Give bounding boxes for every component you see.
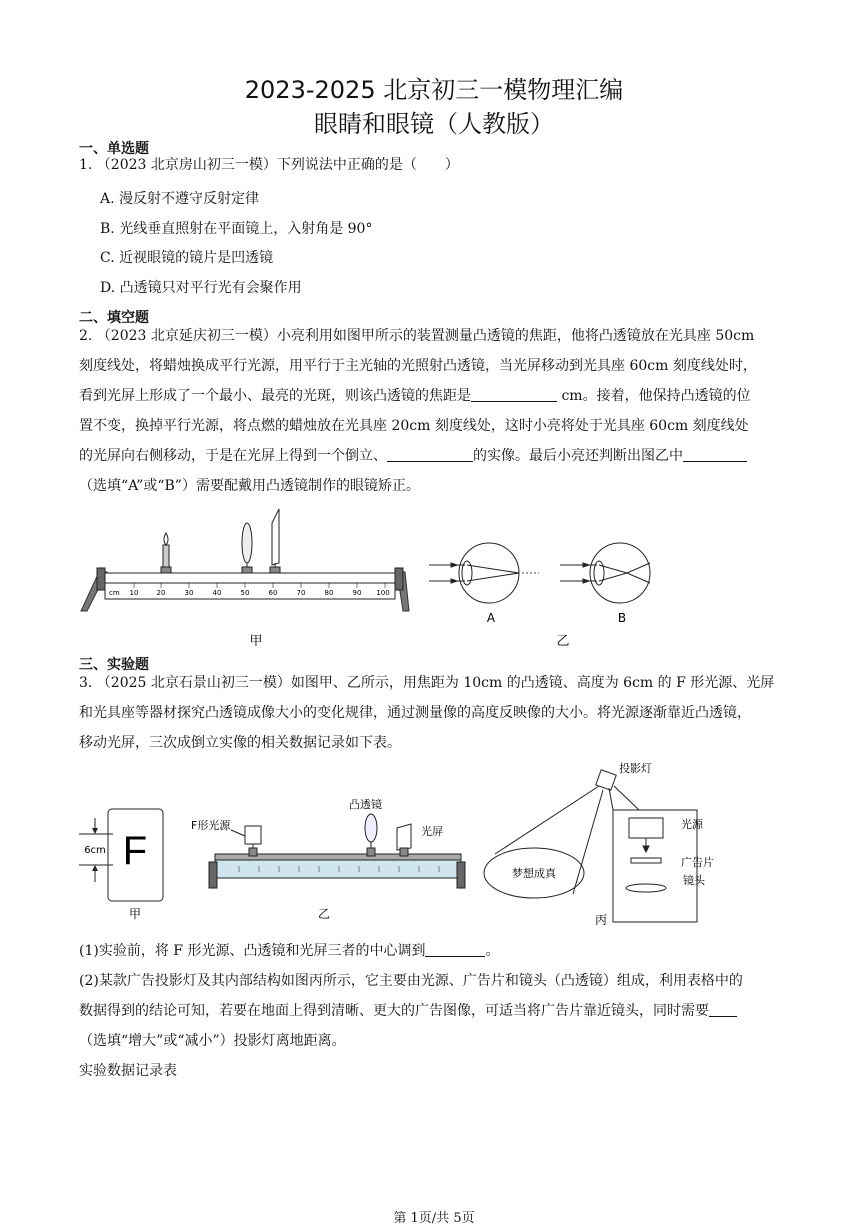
projected-image-text: 梦想成真 <box>512 867 556 880</box>
q3-figure <box>79 758 799 933</box>
label-screen: 光屏 <box>421 825 443 838</box>
q2-line3 <box>79 386 751 406</box>
q3-line1: 3. （2025 北京石景山初三一模）如图甲、乙所示，用焦距为 10cm 的凸透镜、高度为 6cm 的 F 形光源、光屏 <box>79 675 775 691</box>
q3-line2: 和光具座等器材探究凸透镜成像大小的变化规律，通过测量像的高度反映像的大小。将光源逐渐靠近凸透镜， <box>79 705 751 721</box>
q2-blank-focal[interactable] <box>471 387 557 402</box>
fig-label-a: A <box>486 611 496 625</box>
q3-part1-a: (1)实验前，将 F 形光源、凸透镜和光屏三者的中心调到 <box>79 943 426 959</box>
q2-line3-a: 看到光屏上形成了一个最小、最亮的光斑，则该凸透镜的焦距是 <box>79 388 471 404</box>
q1-option-c: C. 近视眼镜的镜片是凹透镜 <box>100 250 274 266</box>
fig-label-jia: 甲 <box>249 634 263 649</box>
f-letter: F <box>122 829 148 873</box>
doc-title-line2: 眼睛和眼镜（人教版） <box>314 110 554 138</box>
q3-blank-center[interactable] <box>425 942 485 957</box>
q1-option-a: A. 漫反射不遵守反射定律 <box>100 191 260 207</box>
label-light-source: 光源 <box>681 818 703 831</box>
doc-title-line1: 2023-2025 北京初三一模物理汇编 <box>244 76 624 104</box>
label-ad-film: 广告片 <box>681 856 714 869</box>
q3-part1-b: 。 <box>485 943 500 959</box>
q3-line3: 移动光屏，三次成倒立实像的相关数据记录如下表。 <box>79 735 401 751</box>
q3-part2-line2 <box>79 1001 737 1021</box>
label-lens: 凸透镜 <box>349 798 382 811</box>
section-fill-blank: 二、填空题 <box>79 310 149 326</box>
bench-tick-label: 90 <box>352 589 362 597</box>
q2-figure <box>79 505 799 655</box>
bench-tick-label: 60 <box>268 589 278 597</box>
optical-bench-2 <box>209 854 465 888</box>
section-single-choice: 一、单选题 <box>79 141 149 157</box>
q3-part1 <box>79 941 499 961</box>
f-source-holder <box>245 826 261 856</box>
q2-line3-b: cm。接着，他保持凸透镜的位 <box>557 388 751 404</box>
eye-b-diagram <box>560 543 650 603</box>
convex-lens-icon <box>365 814 377 856</box>
q2-line1: 2. （2023 北京延庆初三一模）小亮利用如图甲所示的装置测量凸透镜的焦距，他将凸透镜放在光具座 50cm <box>79 328 755 344</box>
page-footer: 第 1页/共 5页 <box>393 1211 475 1226</box>
q2-line5-a: 的光屏向右侧移动，于是在光屏上得到一个倒立、 <box>79 448 387 464</box>
bench-tick-label: 100 <box>376 589 390 597</box>
q2-line2: 刻度线处，将蜡烛换成平行光源，用平行于主光轴的光照射凸透镜，当光屏移动到光具座 60cm 刻度线处时， <box>79 358 757 374</box>
q3-blank-distance[interactable] <box>709 1002 737 1017</box>
q2-blank-image[interactable] <box>387 447 473 462</box>
q2-line5-b: 的实像。最后小亮还判断出图乙中 <box>473 448 683 464</box>
bench-tick-label: 80 <box>324 589 334 597</box>
height-label: 6cm <box>84 845 106 856</box>
q3-part2-line3: （选填“增大”或“减小”）投影灯离地距离。 <box>79 1033 346 1049</box>
q1-option-b: B. 光线垂直照射在平面镜上，入射角是 90° <box>100 221 373 237</box>
table-caption: 实验数据记录表 <box>79 1063 177 1079</box>
light-screen-icon <box>397 824 411 856</box>
fig-label-yi-3: 乙 <box>317 907 331 921</box>
bench-tick-label: 10 <box>129 589 139 597</box>
fig-label-jia-3: 甲 <box>128 907 142 921</box>
bench-tick-label: 20 <box>156 589 166 597</box>
bench-tick-label: 70 <box>296 589 306 597</box>
bench-tick-label: 40 <box>212 589 222 597</box>
q3-part2-line1: (2)某款广告投影灯及其内部结构如图丙所示，它主要由光源、广告片和镜头（凸透镜）组成，利用表格中的 <box>79 973 743 989</box>
q1-option-d: D. 凸透镜只对平行光有会聚作用 <box>100 280 302 296</box>
convex-lens-icon <box>242 523 252 573</box>
optical-bench <box>81 568 409 611</box>
label-projector: 投影灯 <box>619 762 652 775</box>
bench-unit: cm <box>109 589 120 597</box>
bench-tick-label: 50 <box>240 589 250 597</box>
q2-blank-eye[interactable] <box>683 447 747 462</box>
eye-a-diagram <box>429 543 539 603</box>
fig-label-b: B <box>617 611 627 625</box>
light-screen-icon <box>270 509 280 573</box>
label-f-source: F形光源 <box>191 819 231 832</box>
q2-line4: 置不变，换掉平行光源，将点燃的蜡烛放在光具座 20cm 刻度线处，这时小亮将处于光具座 60cm 刻度线处 <box>79 418 749 434</box>
q2-line6: （选填“A”或“B”）需要配戴用凸透镜制作的眼镜矫正。 <box>79 478 420 494</box>
fig-label-bing: 丙 <box>594 913 608 927</box>
q1-stem: 1. （2023 北京房山初三一模）下列说法中正确的是（ ） <box>79 157 459 173</box>
q2-line5 <box>79 446 747 466</box>
section-experiment: 三、实验题 <box>79 657 149 673</box>
candle-icon <box>161 533 171 573</box>
bench-tick-label: 30 <box>184 589 194 597</box>
projector-diagram <box>484 770 697 922</box>
label-lens-head: 镜头 <box>683 874 705 887</box>
f-source-card <box>79 809 163 901</box>
fig-label-yi: 乙 <box>556 634 570 649</box>
q3-part2-line2-text: 数据得到的结论可知，若要在地面上得到清晰、更大的广告图像，可适当将广告片靠近镜头，同时需要 <box>79 1003 709 1019</box>
